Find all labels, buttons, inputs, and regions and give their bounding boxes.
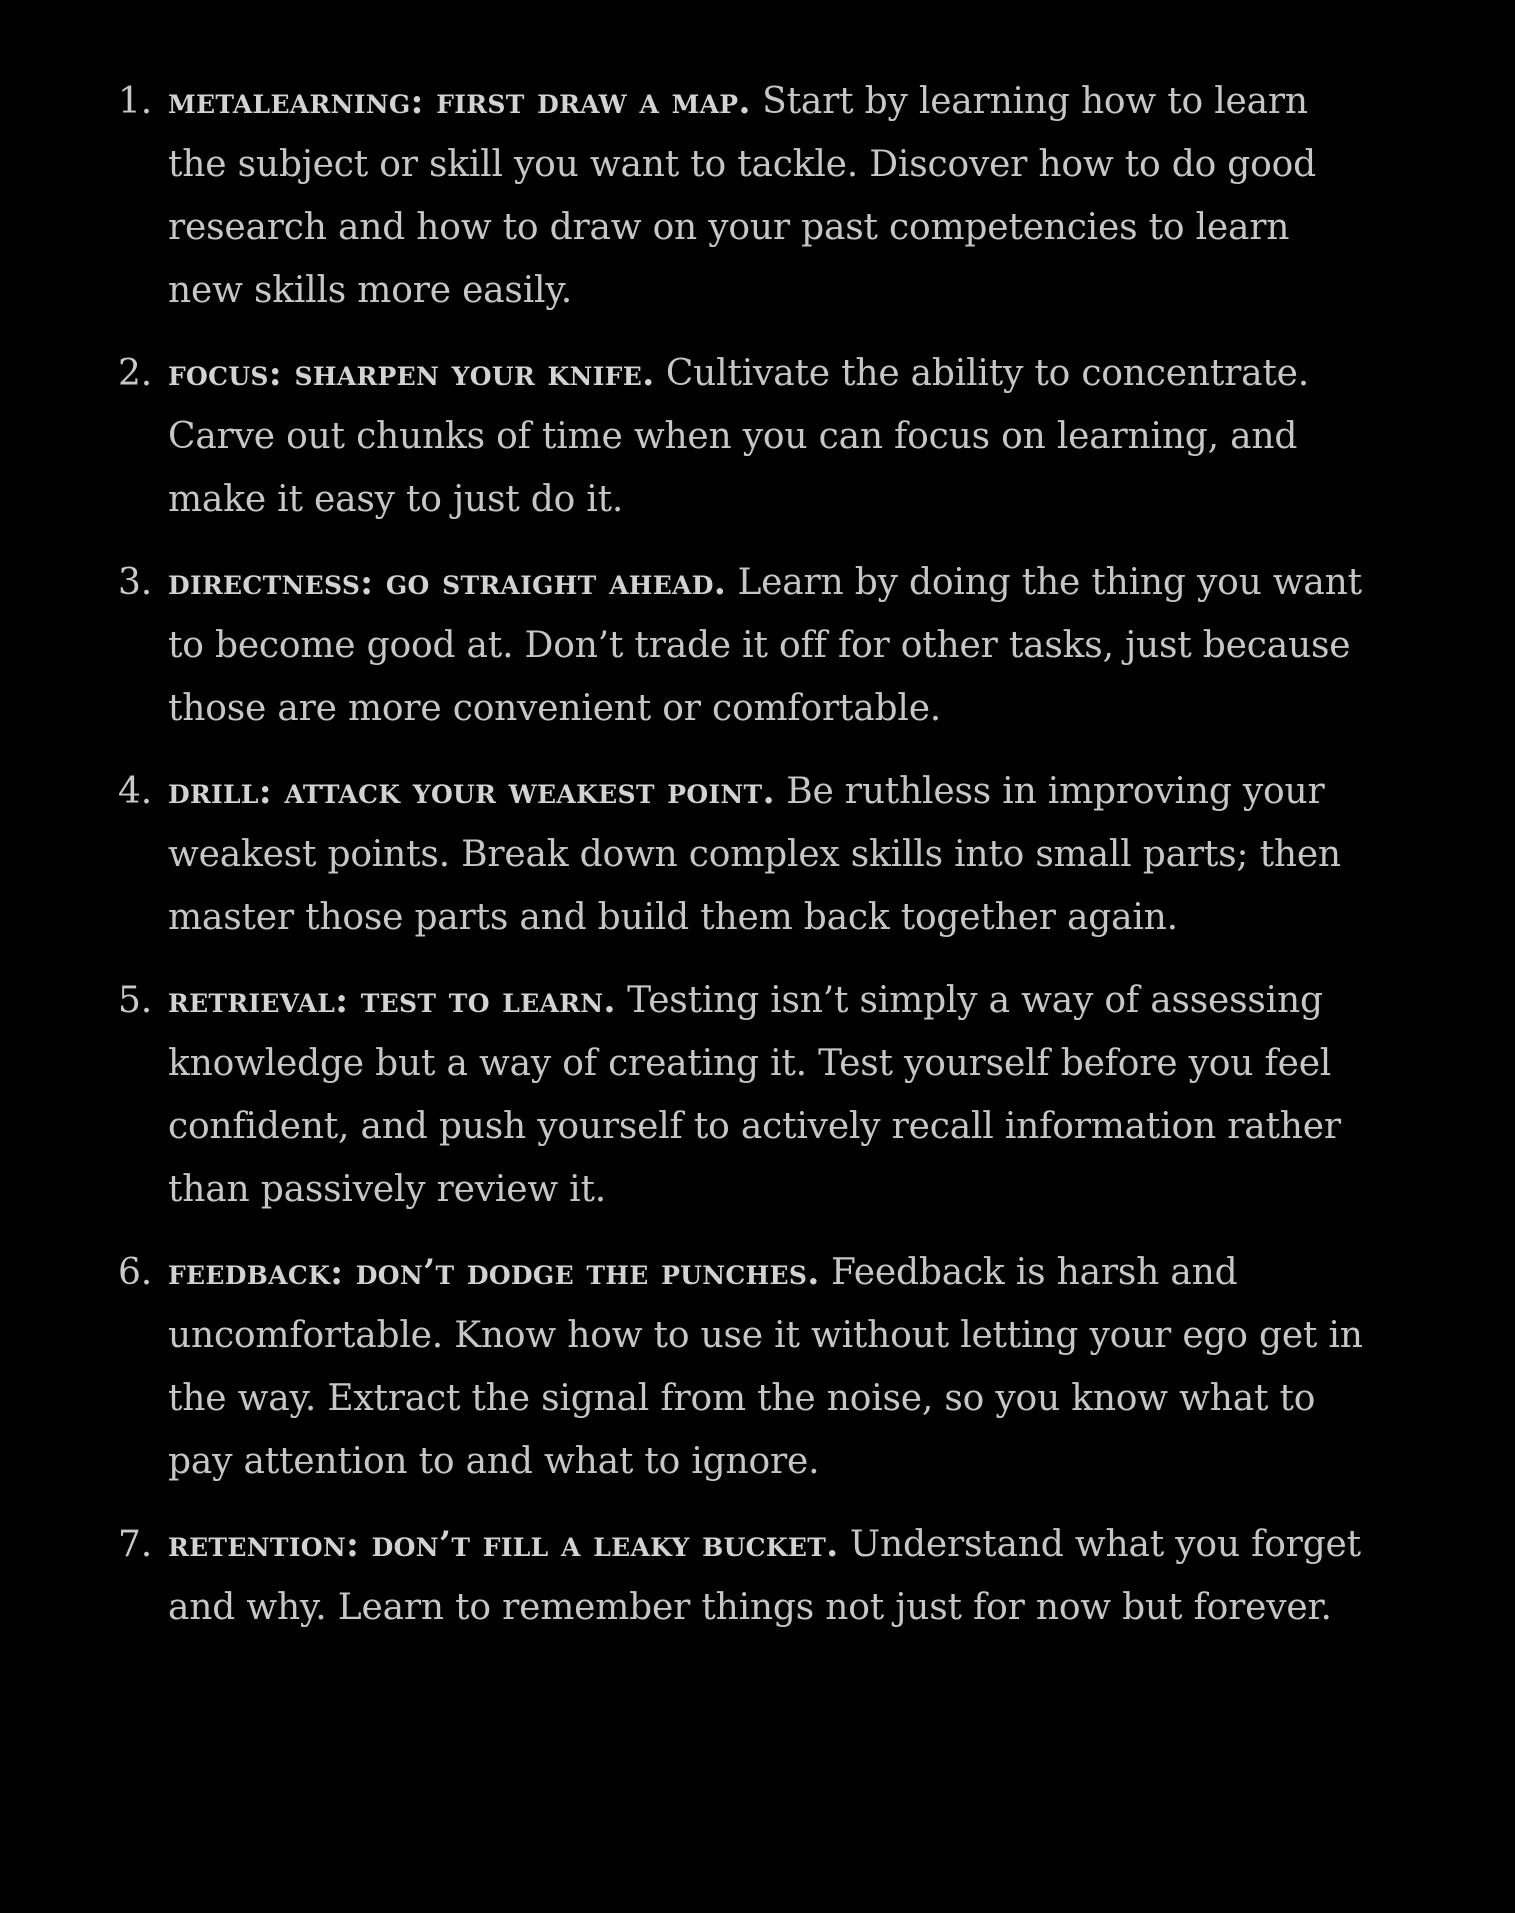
item-number: 6. xyxy=(118,1252,152,1293)
list-item xyxy=(118,969,1363,1221)
item-heading: metalearning: first draw a map. xyxy=(168,81,751,122)
list-item xyxy=(118,1513,1363,1639)
item-text: Testing isn’t simply a way of assessing knowledge but a way of creating it. Test yourself before you feel confident, and push yourself to actively recall information rather than passively review it. xyxy=(168,980,1341,1210)
item-text: Start by learning how to learn the subject or skill you want to tackle. Discover how to do good research and how to draw on your past competencies to learn new skills more easily. xyxy=(168,81,1316,311)
list-item xyxy=(118,760,1363,949)
item-number: 4. xyxy=(118,771,152,812)
item-number: 2. xyxy=(118,353,152,394)
item-text: Understand what you forget and why. Learn to remember things not just for now but forever. xyxy=(168,1524,1361,1628)
item-heading: retrieval: test to learn. xyxy=(168,980,616,1021)
item-heading: focus: sharpen your knife. xyxy=(168,353,655,394)
item-heading: directness: go straight ahead. xyxy=(168,562,727,603)
item-text: Feedback is harsh and uncomfortable. Know how to use it without letting your ego get in the way. Extract the signal from the noise, so you know what to pay attention to and what to ignore. xyxy=(168,1252,1363,1482)
list-item xyxy=(118,70,1363,322)
list-item xyxy=(118,342,1363,531)
principles-list xyxy=(118,70,1363,1659)
item-heading: feedback: don’t dodge the punches. xyxy=(168,1252,820,1293)
list-item xyxy=(118,1241,1363,1493)
item-heading: drill: attack your weakest point. xyxy=(168,771,775,812)
item-number: 1. xyxy=(118,81,152,122)
item-text: Be ruthless in improving your weakest points. Break down complex skills into small parts; then master those parts and build them back together again. xyxy=(168,771,1341,938)
item-number: 3. xyxy=(118,562,152,603)
item-text: Cultivate the ability to concentrate. Carve out chunks of time when you can focus on learning, and make it easy to just do it. xyxy=(168,353,1309,520)
item-heading: retention: don’t fill a leaky bucket. xyxy=(168,1524,839,1565)
item-number: 5. xyxy=(118,980,152,1021)
list-item xyxy=(118,551,1363,740)
item-text: Learn by doing the thing you want to become good at. Don’t trade it off for other tasks, just because those are more convenient or comfortable. xyxy=(168,562,1362,729)
item-number: 7. xyxy=(118,1524,152,1565)
